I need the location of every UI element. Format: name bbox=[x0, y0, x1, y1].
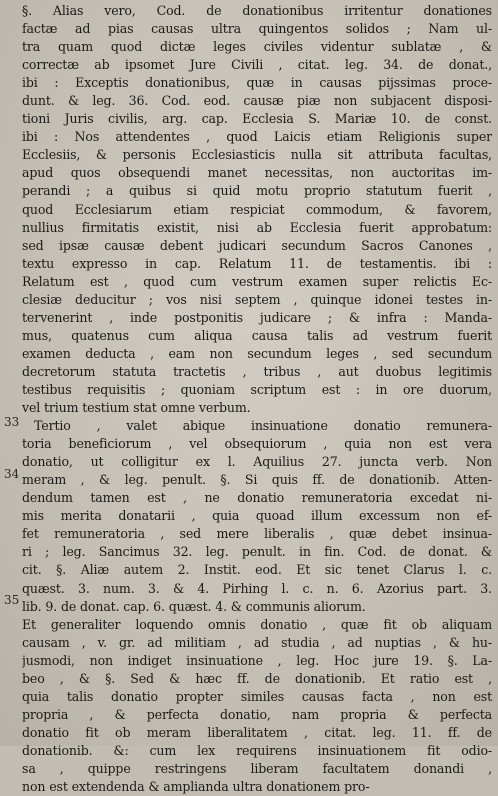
text-line: perandi ; a quibus si quid motu proprio statutum fuerit , bbox=[22, 183, 492, 199]
text-line: quod Ecclesiarum etiam respiciat commodum, & favorem, bbox=[22, 201, 492, 217]
text-line: testibus requisitis ; quoniam scriptum est : in ore duorum, bbox=[22, 381, 492, 397]
margin-number-33: 33 bbox=[4, 415, 20, 429]
text-line: ibi : Exceptis donationibus, quæ in causas pijssimas proce- bbox=[22, 75, 492, 91]
text-line: textu expresso in cap. Relatum 11. de testamentis. ibi : bbox=[22, 255, 492, 271]
text-line: mus, quatenus cum aliqua causa talis ad vestrum fuerit bbox=[22, 327, 492, 343]
text-line: nullius firmitatis existit, nisi ab Ecclesia fuerit approbatum: bbox=[22, 219, 492, 235]
text-line: ibi : Nos attendentes , quod Laicis etiam Religionis super bbox=[22, 129, 492, 145]
text-line: quia talis donatio propter similes causas facta , non est bbox=[22, 688, 492, 704]
text-line: dendum tamen est , ne donatio remuneratoria excedat ni- bbox=[22, 490, 492, 506]
text-line: cit. §. Aliæ autem 2. Instit. eod. Et sic tenet Clarus l. c. bbox=[22, 562, 492, 578]
text-line: lib. 9. de donat. cap. 6. quæst. 4. & communis aliorum. bbox=[22, 598, 366, 614]
text-line: examen deducta , eam non secundum leges , sed secundum bbox=[22, 345, 492, 361]
margin-number-35: 35 bbox=[4, 593, 20, 607]
text-line: decretorum statuta tractetis , tribus , aut duobus legitimis bbox=[22, 363, 492, 379]
text-line: clesiæ deducitur ; vos nisi septem , quinque idonei testes in- bbox=[22, 291, 492, 307]
text-line: §. Alias vero, Cod. de donationibus irritentur donationes bbox=[22, 3, 492, 18]
text-line: apud quos obsequendi manet necessitas, non auctoritas im- bbox=[22, 165, 492, 181]
text-line: propria , & perfecta donatio, nam propria & perfecta bbox=[22, 706, 492, 722]
text-line: vel trium testium stat omne verbum. bbox=[22, 400, 251, 416]
text-line: Et generaliter loquendo omnis donatio , quæ fit ob aliquam bbox=[22, 616, 492, 632]
text-line: mis merita donatarii , quia quoad illum excessum non ef- bbox=[22, 508, 492, 524]
paragraph-2 bbox=[22, 417, 492, 616]
text-line: tra quam quod dictæ leges civiles videntur sublatæ , & bbox=[22, 39, 492, 55]
text-line: jusmodi, non indiget insinuatione , leg. Hoc jure 19. §. La- bbox=[22, 652, 492, 668]
text-line: donatio fit ob meram liberalitatem , citat. leg. 11. ff. de bbox=[22, 724, 492, 740]
text-line: Relatum est , quod cum vestrum examen super relictis Ec- bbox=[22, 273, 492, 289]
text-line: beo , & §. Sed & hæc ff. de donationib. Et ratio est , bbox=[22, 670, 492, 686]
text-line: correctæ ab ipsomet Jure Civili , citat. leg. 34. de donat., bbox=[22, 57, 492, 73]
paragraph-1 bbox=[22, 2, 492, 417]
text-line: dunt. & leg. 36. Cod. eod. causæ piæ non subjacent disposi- bbox=[22, 93, 492, 109]
text-line: factæ ad pias causas ultra quingentos solidos ; Nam ul- bbox=[22, 21, 492, 37]
text-line: causam , v. gr. ad militiam , ad studia , ad nuptias , & hu- bbox=[22, 634, 492, 650]
text-line: non est extendenda & amplianda ultra donationem pro- bbox=[22, 779, 370, 795]
text-line: meram , & leg. penult. §. Si quis ff. de donationib. Atten- bbox=[22, 472, 492, 488]
text-line: sed ipsæ causæ debent judicari secundum Sacros Canones , bbox=[22, 237, 492, 253]
text-line: quæst. 3. num. 3. & 4. Pirhing l. c. n. 6. Azorius part. 3. bbox=[22, 580, 492, 596]
text-line: ri ; leg. Sancimus 32. leg. penult. in fin. Cod. de donat. & bbox=[22, 544, 492, 560]
text-line: tervenerint , inde postponitis judicare ; & infra : Manda- bbox=[22, 309, 492, 325]
text-line: donatio, ut colligitur ex l. Aquilius 27. juncta verb. Non bbox=[22, 454, 492, 470]
paragraph-3 bbox=[22, 616, 492, 796]
text-line: Ecclesiis, & personis Ecclesiasticis nulla sit attributa facultas, bbox=[22, 147, 492, 163]
text-line: sa , quippe restringens liberam facultatem donandi , bbox=[22, 760, 492, 776]
margin-number-34: 34 bbox=[4, 467, 20, 481]
text-line: Tertio , valet abique insinuatione donatio remunera- bbox=[34, 418, 492, 434]
text-line: toria beneficiorum , vel obsequiorum , quia non est vera bbox=[22, 436, 492, 452]
text-line: donationib. &: cum lex requirens insinuationem fit odio- bbox=[22, 742, 492, 758]
text-line: tioni Juris civilis, arg. cap. Ecclesia S. Mariæ 10. de const. bbox=[22, 111, 492, 127]
text-line: fet remuneratoria , sed mere liberalis , quæ debet insinua- bbox=[22, 526, 492, 542]
text-column bbox=[22, 2, 492, 796]
